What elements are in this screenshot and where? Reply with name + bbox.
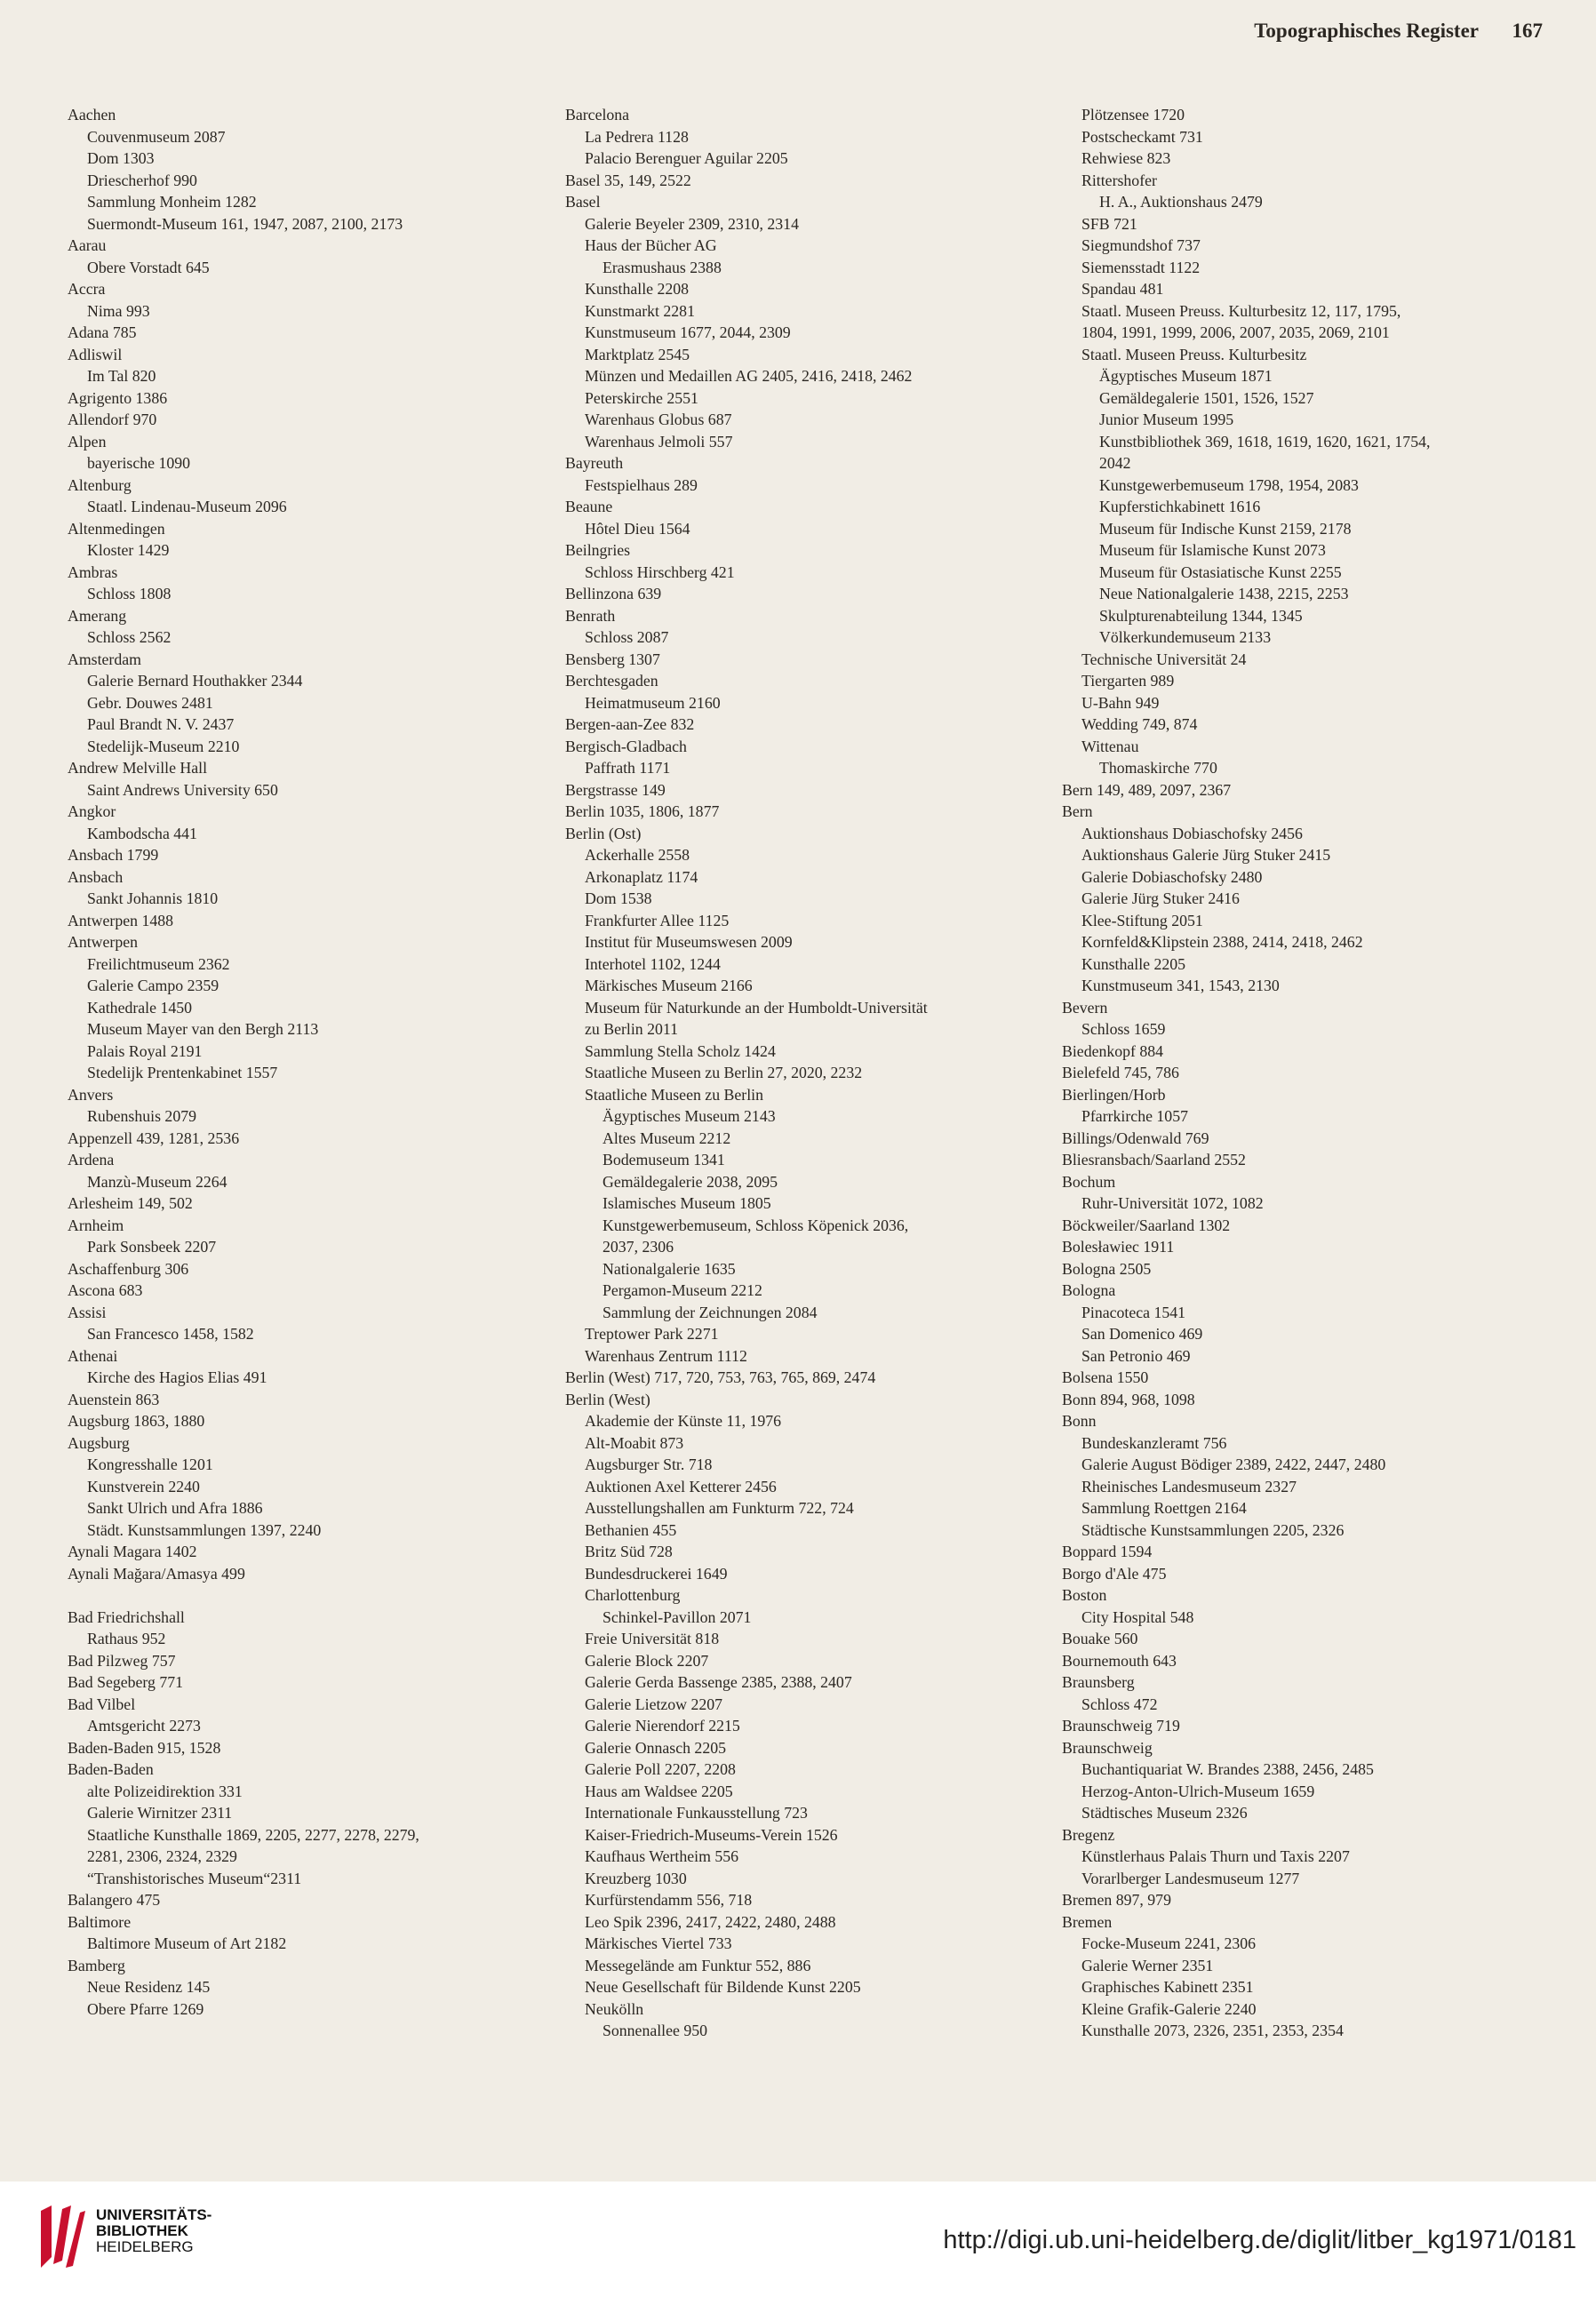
index-subentry: Museum für Islamische Kunst 2073 xyxy=(1099,541,1326,559)
index-place-entry: Bellinzona 639 xyxy=(565,585,662,602)
index-subentry: Skulpturenabteilung 1344, 1345 xyxy=(1099,606,1303,625)
index-subentry: Staatliche Museen zu Berlin 27, 2020, 2232 xyxy=(585,1064,863,1081)
index-place-entry: Auenstein 863 xyxy=(68,1390,160,1408)
index-place-entry: Aynali Magara 1402 xyxy=(68,1543,197,1560)
page-header-title: Topographisches Register xyxy=(1254,20,1479,42)
index-subentry: Wittenau xyxy=(1081,737,1139,755)
index-place-entry: Aschaffenburg 306 xyxy=(68,1259,189,1278)
logo-line-1: UNIVERSITÄTS- xyxy=(96,2206,212,2223)
index-subentry: Siegmundshof 737 xyxy=(1081,236,1201,254)
index-place-entry: Accra xyxy=(68,280,106,298)
index-subentry: 1804, 1991, 1999, 2006, 2007, 2035, 2069, 2101 xyxy=(1081,323,1390,341)
index-subentry: Kathedrale 1450 xyxy=(87,998,193,1017)
index-subentry: Klee-Stiftung 2051 xyxy=(1081,911,1203,929)
index-subentry: Nationalgalerie 1635 xyxy=(602,1259,736,1278)
index-subentry: San Francesco 1458, 1582 xyxy=(87,1325,254,1343)
index-place-entry: Boppard 1594 xyxy=(1062,1543,1153,1560)
index-subentry: Herzog-Anton-Ulrich-Museum 1659 xyxy=(1081,1782,1315,1800)
index-place-entry: Augsburg 1863, 1880 xyxy=(68,1412,205,1430)
index-subentry: Bodemuseum 1341 xyxy=(602,1151,725,1168)
index-subentry: Pergamon-Museum 2212 xyxy=(602,1281,762,1299)
index-subentry: Siemensstadt 1122 xyxy=(1081,258,1201,276)
index-place-entry: Adana 785 xyxy=(68,323,137,341)
index-subentry: Dom 1538 xyxy=(585,889,652,907)
index-subentry: Postscheckamt 731 xyxy=(1081,127,1203,146)
index-subentry: Gemäldegalerie 1501, 1526, 1527 xyxy=(1099,388,1314,407)
index-subentry: Galerie Werner 2351 xyxy=(1081,1956,1214,1974)
index-place-entry: Bolesławiec 1911 xyxy=(1062,1238,1175,1256)
index-subentry: Bundeskanzleramt 756 xyxy=(1081,1433,1227,1452)
index-subentry: Altes Museum 2212 xyxy=(602,1129,731,1147)
index-subentry: Sammlung Stella Scholz 1424 xyxy=(585,1041,776,1060)
index-subentry: Palais Royal 2191 xyxy=(87,1041,203,1060)
index-subentry: U-Bahn 949 xyxy=(1081,693,1160,712)
index-subentry: Hôtel Dieu 1564 xyxy=(585,519,690,538)
index-subentry: Obere Pfarre 1269 xyxy=(87,1999,204,2018)
index-place-entry: Berlin (West) 717, 720, 753, 763, 765, 869, 2474 xyxy=(565,1368,876,1386)
index-subentry: Sammlung der Zeichnungen 2084 xyxy=(602,1303,818,1321)
index-subentry: Münzen und Medaillen AG 2405, 2416, 2418, 2462 xyxy=(585,367,913,385)
index-place-entry: Baden-Baden 915, 1528 xyxy=(68,1738,221,1757)
index-place-entry: Allendorf 970 xyxy=(68,411,157,428)
index-place-entry: Berchtesgaden xyxy=(565,672,658,690)
index-place-entry: Braunsberg xyxy=(1062,1673,1135,1691)
index-place-entry: Bochum xyxy=(1062,1172,1116,1191)
index-place-entry: Bern xyxy=(1062,802,1093,820)
index-subentry: Museum für Ostasiatische Kunst 2255 xyxy=(1099,562,1342,581)
index-subentry: Treptower Park 2271 xyxy=(585,1325,719,1343)
index-subentry: Pfarrkirche 1057 xyxy=(1081,1107,1188,1125)
index-subentry: Festspielhaus 289 xyxy=(585,475,698,494)
index-subentry: Augsburger Str. 718 xyxy=(585,1456,713,1473)
index-place-entry: Bergstrasse 149 xyxy=(565,780,666,799)
index-place-entry: Aarau xyxy=(68,236,107,254)
index-subentry: Sammlung Roettgen 2164 xyxy=(1081,1499,1247,1517)
index-place-entry: Appenzell 439, 1281, 2536 xyxy=(68,1129,240,1147)
index-subentry: Kambodscha 441 xyxy=(87,824,197,842)
index-subentry: Gebr. Douwes 2481 xyxy=(87,693,213,712)
index-subentry: Charlottenburg xyxy=(585,1586,681,1604)
index-subentry: Couvenmuseum 2087 xyxy=(87,127,226,146)
index-subentry: Ruhr-Universität 1072, 1082 xyxy=(1081,1194,1264,1212)
index-place-entry: Altenburg xyxy=(68,475,132,494)
index-subentry: Leo Spik 2396, 2417, 2422, 2480, 2488 xyxy=(585,1912,836,1931)
index-subentry: Heimatmuseum 2160 xyxy=(585,693,721,712)
index-subentry: Ägyptisches Museum 1871 xyxy=(1099,367,1273,385)
index-subentry: La Pedrera 1128 xyxy=(585,127,689,146)
page-number: 167 xyxy=(1512,20,1543,42)
index-subentry: Schloss 2562 xyxy=(87,628,172,646)
index-subentry: Warenhaus Zentrum 1112 xyxy=(585,1346,747,1365)
index-subentry: Kornfeld&Klipstein 2388, 2414, 2418, 2462 xyxy=(1081,933,1363,951)
index-place-entry: Basel 35, 149, 2522 xyxy=(565,171,691,189)
index-subentry: Rathaus 952 xyxy=(87,1630,166,1647)
index-place-entry: Bern 149, 489, 2097, 2367 xyxy=(1062,780,1232,799)
index-subentry: Auktionen Axel Ketterer 2456 xyxy=(585,1477,777,1495)
index-subentry: Warenhaus Jelmoli 557 xyxy=(585,432,733,451)
index-subentry: Saint Andrews University 650 xyxy=(87,780,278,799)
index-subentry: Märkisches Viertel 733 xyxy=(585,1934,732,1952)
index-subentry: Park Sonsbeek 2207 xyxy=(87,1238,217,1256)
index-subentry: Freie Universität 818 xyxy=(585,1630,720,1647)
index-place-entry: Ansbach xyxy=(68,867,124,886)
index-subentry: Kurfürstendamm 556, 718 xyxy=(585,1891,753,1909)
index-place-entry: Agrigento 1386 xyxy=(68,388,168,407)
index-place-entry: Altenmedingen xyxy=(68,519,165,538)
index-subentry: Künstlerhaus Palais Thurn und Taxis 2207 xyxy=(1081,1847,1350,1865)
index-place-entry: Böckweiler/Saarland 1302 xyxy=(1062,1216,1231,1234)
index-subentry: H. A., Auktionshaus 2479 xyxy=(1099,193,1263,211)
index-place-entry: Athenai xyxy=(68,1346,118,1365)
index-place-entry: Biedenkopf 884 xyxy=(1062,1041,1164,1060)
index-column-3 xyxy=(1062,104,1560,2042)
index-subentry: Marktplatz 2545 xyxy=(585,345,690,363)
index-subentry: Kupferstichkabinett 1616 xyxy=(1099,498,1261,515)
library-logo-text xyxy=(96,2207,211,2255)
index-place-entry: Bad Pilzweg 757 xyxy=(68,1651,176,1670)
index-subentry: Galerie Lietzow 2207 xyxy=(585,1695,723,1713)
index-subentry: Galerie Nierendorf 2215 xyxy=(585,1717,740,1735)
index-subentry: Galerie Onnasch 2205 xyxy=(585,1738,726,1757)
index-place-entry: Angkor xyxy=(68,802,116,820)
index-subentry: Interhotel 1102, 1244 xyxy=(585,954,721,973)
index-place-entry: Bad Vilbel xyxy=(68,1695,136,1713)
index-subentry: bayerische 1090 xyxy=(87,454,191,472)
index-place-entry: Bamberg xyxy=(68,1956,125,1974)
index-subentry: Ausstellungshallen am Funkturm 722, 724 xyxy=(585,1499,854,1517)
index-place-entry: Braunschweig 719 xyxy=(1062,1717,1180,1735)
index-subentry: Schloss 472 xyxy=(1081,1695,1158,1713)
index-subentry: Palacio Berenguer Aguilar 2205 xyxy=(585,149,788,167)
index-place-entry: Ascona 683 xyxy=(68,1281,143,1299)
index-subentry: Islamisches Museum 1805 xyxy=(602,1194,771,1212)
index-subentry: Stedelijk-Museum 2210 xyxy=(87,737,240,755)
index-subentry: Warenhaus Globus 687 xyxy=(585,411,732,428)
index-place-entry: Alpen xyxy=(68,432,107,451)
index-subentry: Schloss 2087 xyxy=(585,628,669,646)
index-subentry: Galerie August Bödiger 2389, 2422, 2447, 2480 xyxy=(1081,1456,1386,1473)
index-subentry: Sankt Johannis 1810 xyxy=(87,889,219,907)
index-place-entry: Adliswil xyxy=(68,345,123,363)
index-subentry: Kaiser-Friedrich-Museums-Verein 1526 xyxy=(585,1825,838,1844)
index-subentry: Galerie Bernard Houthakker 2344 xyxy=(87,672,303,690)
index-subentry: Völkerkundemuseum 2133 xyxy=(1099,628,1272,646)
index-subentry: Galerie Wirnitzer 2311 xyxy=(87,1804,233,1822)
index-subentry: Museum für Naturkunde an der Humboldt-Universität xyxy=(585,998,928,1017)
index-place-entry: Beaune xyxy=(565,498,613,515)
index-place-entry: Billings/Odenwald 769 xyxy=(1062,1129,1209,1147)
index-place-entry: Bad Segeberg 771 xyxy=(68,1673,184,1691)
index-subentry: Nima 993 xyxy=(87,301,150,320)
index-place-entry: Antwerpen 1488 xyxy=(68,911,174,929)
library-logo-icon xyxy=(36,2202,89,2271)
index-subentry: alte Polizeidirektion 331 xyxy=(87,1782,243,1800)
index-subentry: Alt-Moabit 873 xyxy=(585,1433,684,1452)
index-place-entry: Bergisch-Gladbach xyxy=(565,737,687,755)
index-subentry: Akademie der Künste 11, 1976 xyxy=(585,1412,782,1430)
index-subentry: Dom 1303 xyxy=(87,149,155,167)
index-place-entry: Berlin (West) xyxy=(565,1390,650,1408)
index-place-entry: Bremen xyxy=(1062,1912,1113,1931)
index-subentry: Focke-Museum 2241, 2306 xyxy=(1081,1934,1257,1952)
index-subentry: Paffrath 1171 xyxy=(585,759,671,777)
index-place-entry: Bierlingen/Horb xyxy=(1062,1085,1166,1104)
index-subentry: Erasmushaus 2388 xyxy=(602,258,722,276)
index-subentry: Städtisches Museum 2326 xyxy=(1081,1804,1248,1822)
index-place-entry: Basel xyxy=(565,193,601,211)
index-place-entry: Bremen 897, 979 xyxy=(1062,1891,1171,1909)
index-subentry: Museum Mayer van den Bergh 2113 xyxy=(87,1020,319,1038)
index-subentry: Amtsgericht 2273 xyxy=(87,1717,201,1735)
index-subentry: Manzù-Museum 2264 xyxy=(87,1172,227,1191)
index-subentry: Tiergarten 989 xyxy=(1081,672,1175,690)
index-subentry: Buchantiquariat W. Brandes 2388, 2456, 2485 xyxy=(1081,1760,1374,1778)
index-place-entry: Andrew Melville Hall xyxy=(68,759,208,777)
index-subentry: Kunstmuseum 1677, 2044, 2309 xyxy=(585,323,791,341)
index-spacer xyxy=(68,1584,539,1607)
index-place-entry: Ansbach 1799 xyxy=(68,846,159,864)
index-place-entry: Bielefeld 745, 786 xyxy=(1062,1064,1179,1081)
index-subentry: 2281, 2306, 2324, 2329 xyxy=(87,1847,237,1865)
index-subentry: Neue Gesellschaft für Bildende Kunst 2205 xyxy=(585,1978,861,1996)
index-subentry: Thomaskirche 770 xyxy=(1099,759,1217,777)
index-subentry: Gemäldegalerie 2038, 2095 xyxy=(602,1172,778,1191)
index-place-entry: Balangero 475 xyxy=(68,1891,161,1909)
index-subentry: zu Berlin 2011 xyxy=(585,1020,679,1038)
index-subentry: Rehwiese 823 xyxy=(1081,149,1171,167)
index-subentry: Kongresshalle 1201 xyxy=(87,1456,213,1473)
index-subentry: Bundesdruckerei 1649 xyxy=(585,1564,728,1583)
index-subentry: Kunsthalle 2073, 2326, 2351, 2353, 2354 xyxy=(1081,2022,1344,2039)
index-subentry: 2037, 2306 xyxy=(602,1238,674,1256)
logo-line-2: BIBLIOTHEK xyxy=(96,2222,188,2239)
index-subentry: Staatliche Kunsthalle 1869, 2205, 2277, 2278, 2279, xyxy=(87,1825,419,1844)
index-subentry: Kunstmarkt 2281 xyxy=(585,301,695,320)
index-place-entry: Amerang xyxy=(68,606,127,625)
index-subentry: Bethanien 455 xyxy=(585,1520,677,1539)
index-place-entry: Bonn 894, 968, 1098 xyxy=(1062,1390,1195,1408)
index-subentry: Ackerhalle 2558 xyxy=(585,846,690,864)
index-place-entry: Borgo d'Ale 475 xyxy=(1062,1564,1167,1583)
index-subentry: Institut für Museumswesen 2009 xyxy=(585,933,793,951)
index-subentry: Graphisches Kabinett 2351 xyxy=(1081,1978,1254,1996)
index-subentry: Sankt Ulrich und Afra 1886 xyxy=(87,1499,263,1517)
index-place-entry: Bolsena 1550 xyxy=(1062,1368,1149,1386)
index-subentry: Junior Museum 1995 xyxy=(1099,411,1234,428)
index-subentry: Galerie Campo 2359 xyxy=(87,977,219,994)
index-subentry: Baltimore Museum of Art 2182 xyxy=(87,1934,287,1952)
index-place-entry: Braunschweig xyxy=(1062,1738,1153,1757)
index-subentry: Freilichtmuseum 2362 xyxy=(87,954,230,973)
index-place-entry: Bologna 2505 xyxy=(1062,1259,1152,1278)
index-place-entry: Berlin 1035, 1806, 1877 xyxy=(565,802,720,820)
index-place-entry: Bournemouth 643 xyxy=(1062,1651,1177,1670)
index-subentry: Kunsthalle 2205 xyxy=(1081,954,1186,973)
source-url-link[interactable]: http://digi.ub.uni-heidelberg.de/diglit/litber_kg1971/0181 xyxy=(943,2226,1576,2254)
index-subentry: Suermondt-Museum 161, 1947, 2087, 2100, 2173 xyxy=(87,214,403,233)
index-subentry: Kunstverein 2240 xyxy=(87,1477,200,1495)
index-subentry: Haus am Waldsee 2205 xyxy=(585,1782,733,1800)
index-subentry: Rubenshuis 2079 xyxy=(87,1107,196,1125)
index-subentry: Kunstbibliothek 369, 1618, 1619, 1620, 1621, 1754, xyxy=(1099,432,1431,451)
index-subentry: Pinacoteca 1541 xyxy=(1081,1303,1186,1321)
index-subentry: Kirche des Hagios Elias 491 xyxy=(87,1368,267,1386)
index-place-entry: Assisi xyxy=(68,1303,107,1321)
index-place-entry: Aachen xyxy=(68,106,116,124)
index-subentry: Haus der Bücher AG xyxy=(585,236,717,254)
index-subentry: Rittershofer xyxy=(1081,171,1157,189)
index-subentry: Vorarlberger Landesmuseum 1277 xyxy=(1081,1869,1300,1887)
index-subentry: Ägyptisches Museum 2143 xyxy=(602,1107,776,1125)
index-subentry: Staatliche Museen zu Berlin xyxy=(585,1085,763,1104)
index-subentry: Peterskirche 2551 xyxy=(585,388,698,407)
index-subentry: Kaufhaus Wertheim 556 xyxy=(585,1847,739,1865)
index-place-entry: Ardena xyxy=(68,1151,115,1168)
index-subentry: Sammlung Monheim 1282 xyxy=(87,193,257,211)
index-column-1 xyxy=(68,104,539,2020)
index-subentry: Auktionshaus Galerie Jürg Stuker 2415 xyxy=(1081,846,1331,864)
index-subentry: Galerie Poll 2207, 2208 xyxy=(585,1760,736,1778)
index-subentry: Schinkel-Pavillon 2071 xyxy=(602,1607,752,1626)
index-subentry: Internationale Funkausstellung 723 xyxy=(585,1804,808,1822)
index-subentry: Spandau 481 xyxy=(1081,280,1164,298)
index-subentry: Staatl. Lindenau-Museum 2096 xyxy=(87,498,287,515)
index-place-entry: Anvers xyxy=(68,1085,114,1104)
index-subentry: City Hospital 548 xyxy=(1081,1607,1194,1626)
index-subentry: Galerie Beyeler 2309, 2310, 2314 xyxy=(585,214,799,233)
index-subentry: Arkonaplatz 1174 xyxy=(585,867,698,886)
index-subentry: 2042 xyxy=(1099,454,1131,472)
index-place-entry: Augsburg xyxy=(68,1433,130,1452)
index-subentry: Kunstmuseum 341, 1543, 2130 xyxy=(1081,977,1280,994)
index-subentry: San Domenico 469 xyxy=(1081,1325,1203,1343)
index-subentry: Kunsthalle 2208 xyxy=(585,280,690,298)
index-place-entry: Amsterdam xyxy=(68,650,141,668)
index-place-entry: Baden-Baden xyxy=(68,1760,154,1778)
index-subentry: Schloss 1808 xyxy=(87,585,172,602)
index-place-entry: Bad Friedrichshall xyxy=(68,1607,185,1626)
index-subentry: Kunstgewerbemuseum, Schloss Köpenick 2036, xyxy=(602,1216,909,1234)
index-subentry: Messegelände am Funktur 552, 886 xyxy=(585,1956,811,1974)
index-place-entry: Arlesheim 149, 502 xyxy=(68,1194,193,1212)
index-subentry: Märkisches Museum 2166 xyxy=(585,977,753,994)
index-subentry: Sonnenallee 950 xyxy=(602,2022,708,2039)
index-subentry: Wedding 749, 874 xyxy=(1081,715,1198,733)
index-place-entry: Benrath xyxy=(565,606,616,625)
logo-line-3: HEIDELBERG xyxy=(96,2238,194,2255)
index-place-entry: Bergen-aan-Zee 832 xyxy=(565,715,695,733)
index-place-entry: Baltimore xyxy=(68,1912,132,1931)
index-subentry: Plötzensee 1720 xyxy=(1081,106,1185,124)
index-column-2 xyxy=(565,104,1059,2042)
index-subentry: Kleine Grafik-Galerie 2240 xyxy=(1081,1999,1257,2018)
index-place-entry: Antwerpen xyxy=(68,933,138,951)
index-subentry: Neue Nationalgalerie 1438, 2215, 2253 xyxy=(1099,585,1349,602)
index-subentry: “Transhistorisches Museum“2311 xyxy=(87,1869,302,1887)
index-subentry: Im Tal 820 xyxy=(87,367,156,385)
index-subentry: Driescherhof 990 xyxy=(87,171,197,189)
index-place-entry: Bouake 560 xyxy=(1062,1630,1138,1647)
index-place-entry: Berlin (Ost) xyxy=(565,824,642,842)
index-place-entry: Bologna xyxy=(1062,1281,1116,1299)
index-place-entry: Boston xyxy=(1062,1586,1107,1604)
index-place-entry: Bregenz xyxy=(1062,1825,1115,1844)
index-subentry: Galerie Dobiaschofsky 2480 xyxy=(1081,867,1263,886)
index-subentry: Neue Residenz 145 xyxy=(87,1978,211,1996)
index-place-entry: Bayreuth xyxy=(565,454,624,472)
index-subentry: Frankfurter Allee 1125 xyxy=(585,911,730,929)
index-place-entry: Ambras xyxy=(68,562,118,581)
index-subentry: Technische Universität 24 xyxy=(1081,650,1247,668)
index-subentry: Museum für Indische Kunst 2159, 2178 xyxy=(1099,519,1352,538)
index-place-entry: Arnheim xyxy=(68,1216,124,1234)
index-place-entry: Bonn xyxy=(1062,1412,1097,1430)
index-subentry: Britz Süd 728 xyxy=(585,1543,673,1560)
index-subentry: Rheinisches Landesmuseum 2327 xyxy=(1081,1477,1297,1495)
index-subentry: Kreuzberg 1030 xyxy=(585,1869,687,1887)
index-subentry: Städtische Kunstsammlungen 2205, 2326 xyxy=(1081,1520,1345,1539)
index-place-entry: Beilngries xyxy=(565,541,631,559)
index-subentry: Kloster 1429 xyxy=(87,541,170,559)
index-place-entry: Bliesransbach/Saarland 2552 xyxy=(1062,1151,1246,1168)
index-place-entry: Barcelona xyxy=(565,106,630,124)
index-subentry: Städt. Kunstsammlungen 1397, 2240 xyxy=(87,1520,322,1539)
index-subentry: Auktionshaus Dobiaschofsky 2456 xyxy=(1081,824,1303,842)
index-subentry: Staatl. Museen Preuss. Kulturbesitz 12, 117, 1795, xyxy=(1081,301,1401,320)
index-subentry: Stedelijk Prentenkabinet 1557 xyxy=(87,1064,278,1081)
index-subentry: Galerie Gerda Bassenge 2385, 2388, 2407 xyxy=(585,1673,852,1691)
index-subentry: Obere Vorstadt 645 xyxy=(87,258,210,276)
index-subentry: Galerie Block 2207 xyxy=(585,1651,709,1670)
index-subentry: Staatl. Museen Preuss. Kulturbesitz xyxy=(1081,345,1307,363)
index-place-entry: Bevern xyxy=(1062,998,1108,1017)
index-subentry: Neukölln xyxy=(585,1999,644,2018)
index-subentry: Paul Brandt N. V. 2437 xyxy=(87,715,235,733)
index-subentry: Kunstgewerbemuseum 1798, 1954, 2083 xyxy=(1099,475,1359,494)
index-place-entry: Aynali Mağara/Amasya 499 xyxy=(68,1564,245,1583)
index-subentry: Schloss Hirschberg 421 xyxy=(585,562,735,581)
index-subentry: Galerie Jürg Stuker 2416 xyxy=(1081,889,1240,907)
index-subentry: SFB 721 xyxy=(1081,214,1137,233)
index-place-entry: Bensberg 1307 xyxy=(565,650,660,668)
index-subentry: Schloss 1659 xyxy=(1081,1020,1166,1038)
index-subentry: San Petronio 469 xyxy=(1081,1346,1191,1365)
